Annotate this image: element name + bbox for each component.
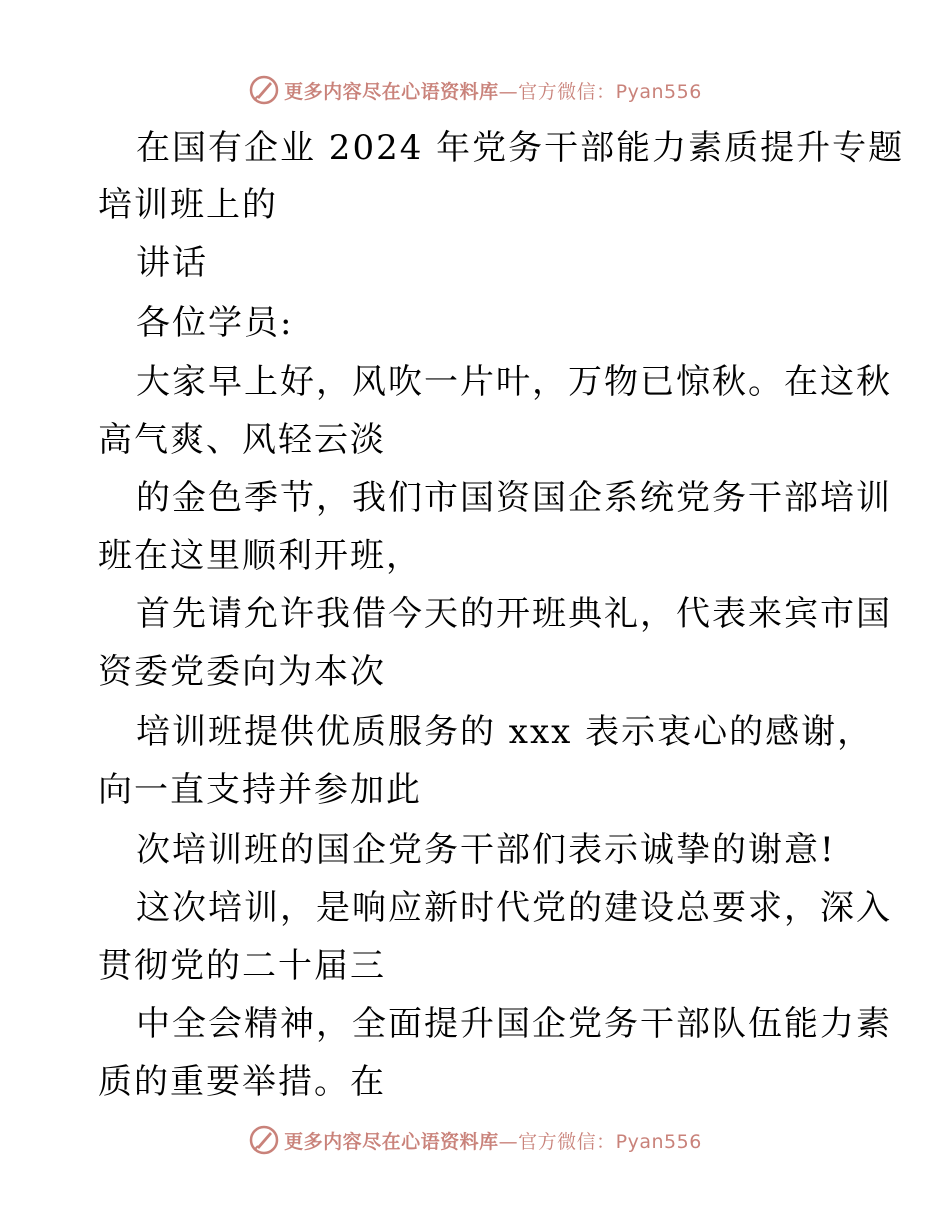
text-line: 这次培训，是响应新时代党的建设总要求，深入 [136,888,892,928]
text-line: 各位学员: [136,303,294,343]
watermark-separator: — [498,1130,519,1153]
text-line: 次培训班的国企党务干部们表示诚挚的谢意! [136,830,836,870]
text-line: 在国有企业 2024 年党务干部能力素质提升专题 [136,128,905,168]
text-line: 培训班提供优质服务的 xxx 表示衷心的感谢， [136,712,874,752]
text-line: 的金色季节，我们市国资国企系统党务干部培训 [136,478,892,518]
text-line: 大家早上好，风吹一片叶，万物已惊秋。在这秋 [136,362,892,402]
text-line: 资委党委向为本次 [98,652,386,692]
quill-logo-icon [248,74,280,106]
text-line: 首先请允许我借今天的开班典礼，代表来宾市国 [136,594,892,634]
watermark-separator: — [498,80,519,103]
watermark-contact: 官方微信：Pyan556 [518,1130,702,1153]
footer-watermark [0,1120,950,1160]
text-line: 中全会精神，全面提升国企党务干部队伍能力素 [136,1004,892,1044]
text-line: 班在这里顺利开班， [98,536,422,576]
text-line: 贯彻党的二十届三 [98,946,386,986]
text-line: 培训班上的 [98,185,278,225]
text-line: 质的重要举措。在 [98,1062,386,1102]
header-watermark [0,70,950,110]
text-line: 向一直支持并参加此 [98,770,422,810]
text-line: 讲话 [136,243,208,283]
quill-logo-icon [248,1124,280,1156]
watermark-contact: 官方微信：Pyan556 [518,80,702,103]
text-line: 高气爽、风轻云淡 [98,420,386,460]
watermark-main-text: 更多内容尽在心语资料库 [284,1130,499,1153]
watermark-main-text: 更多内容尽在心语资料库 [284,80,499,103]
